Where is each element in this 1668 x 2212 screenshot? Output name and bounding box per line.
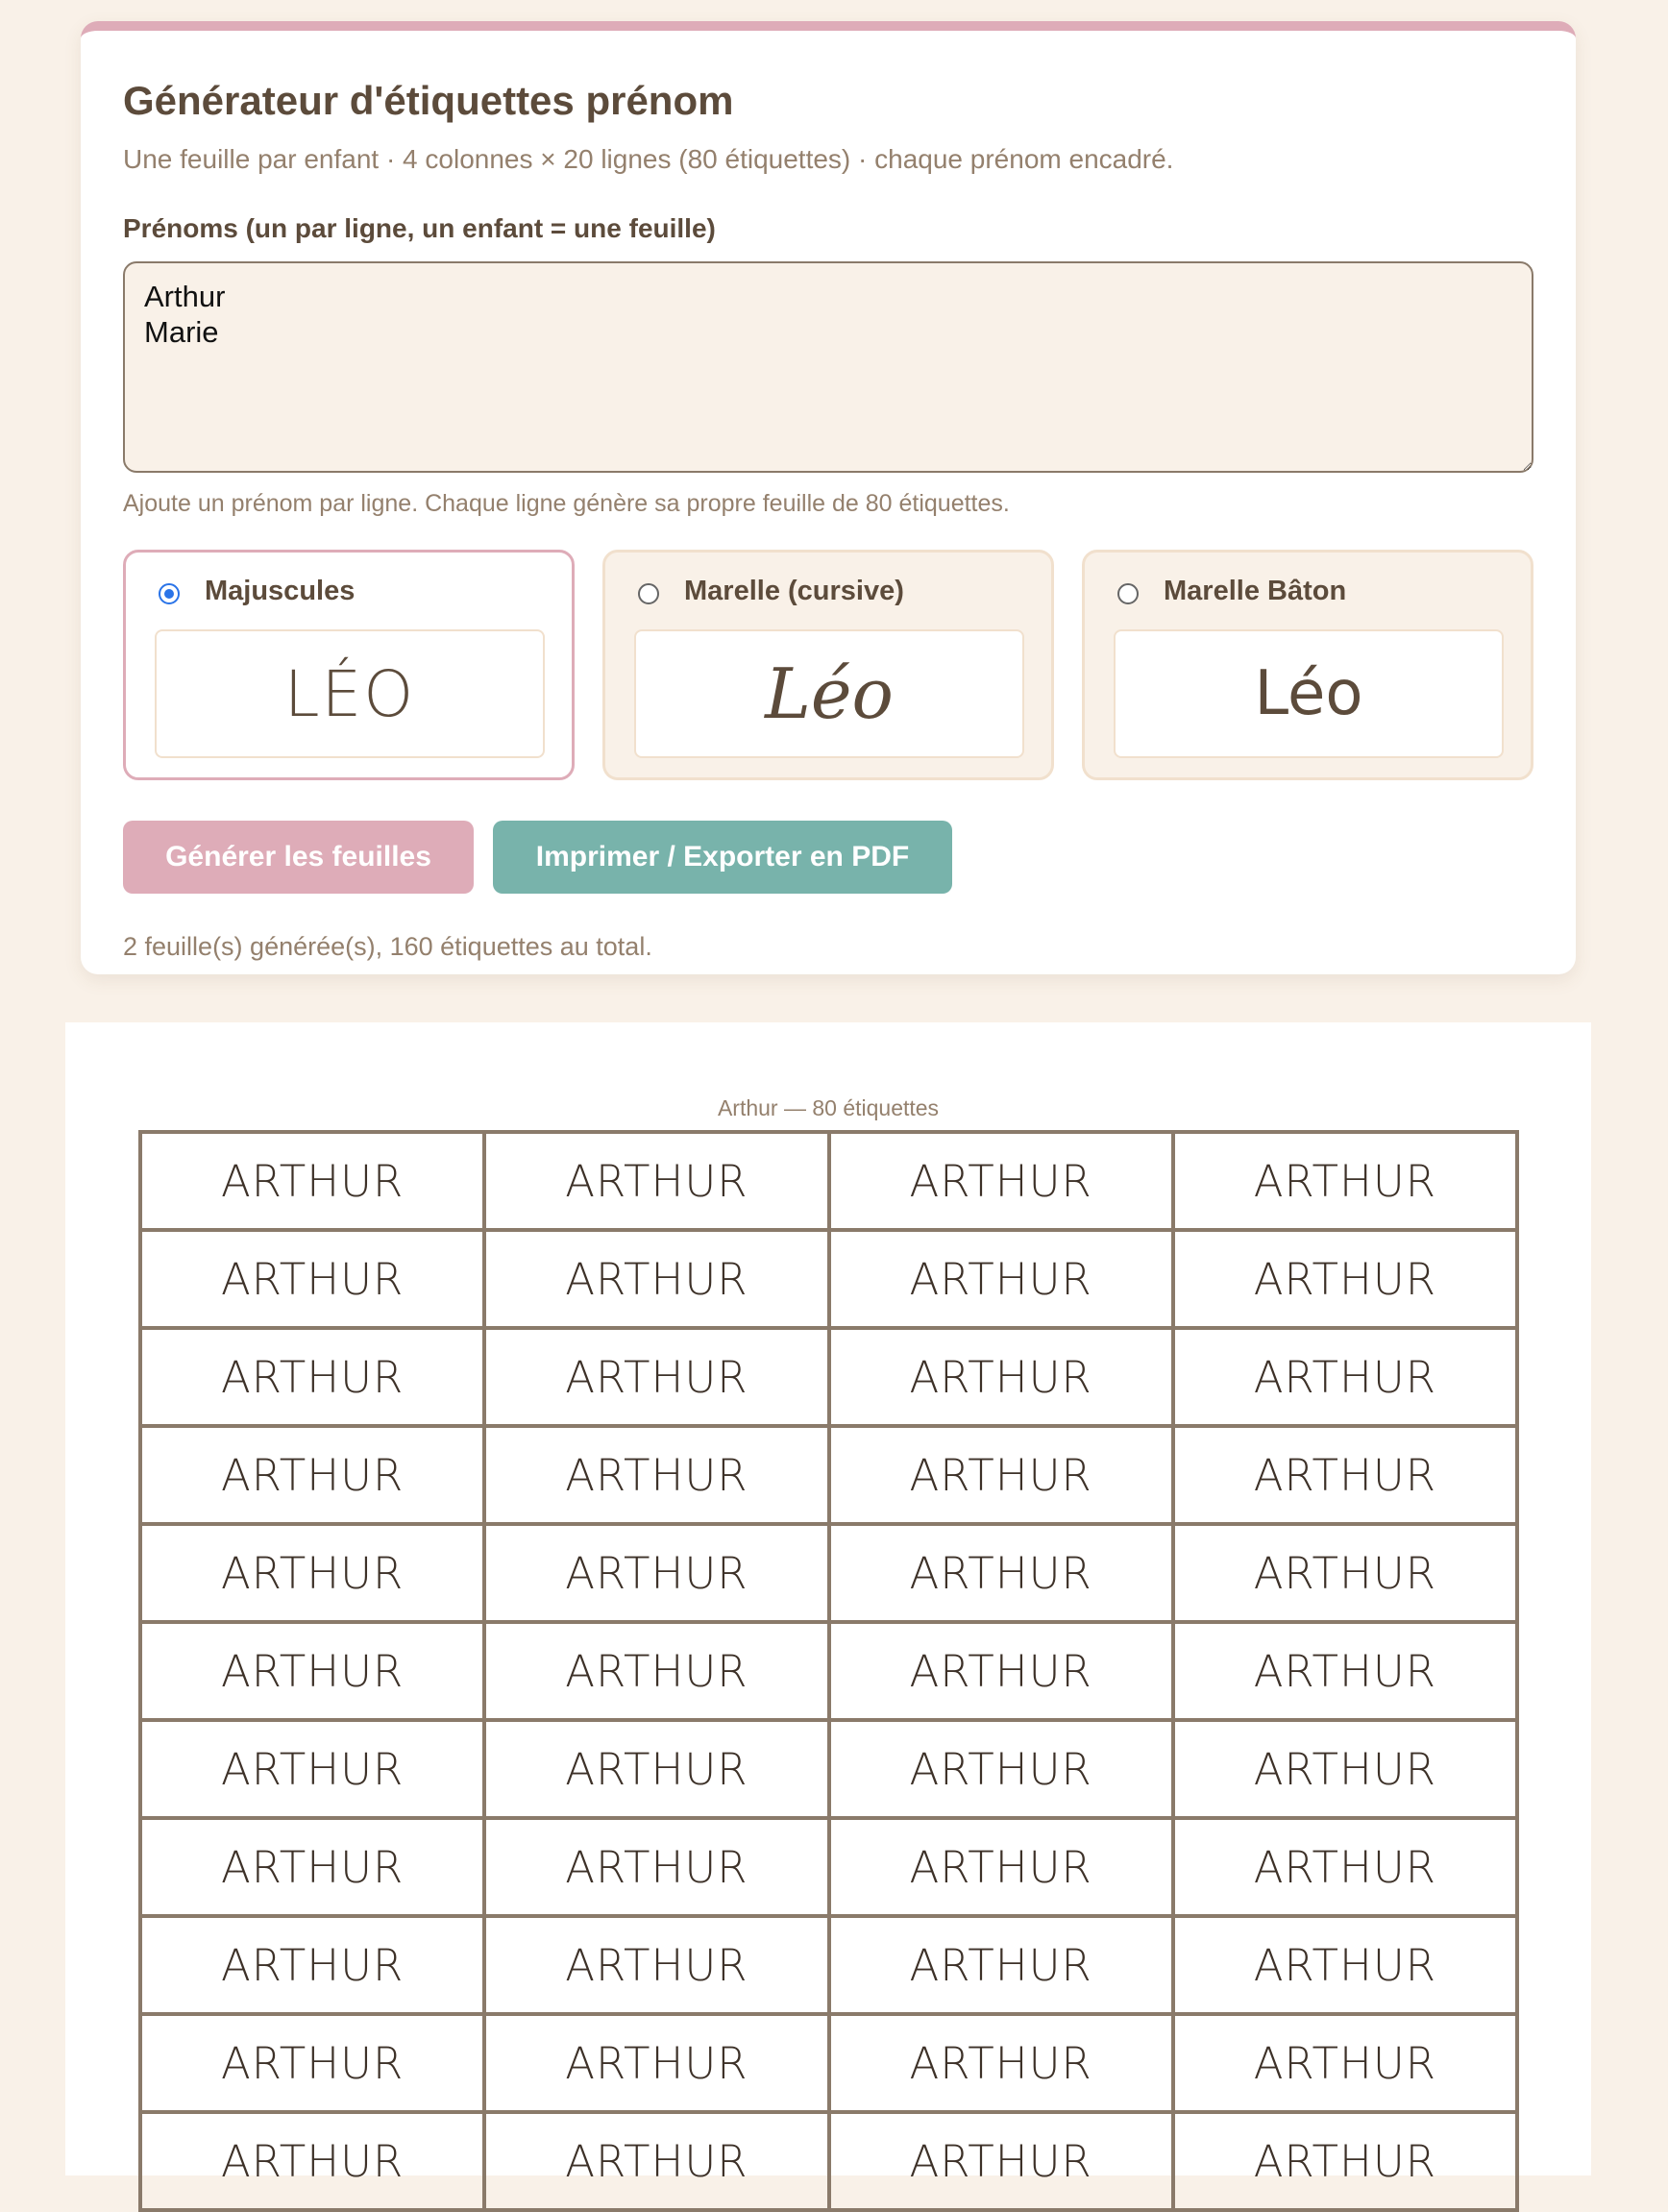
- names-hint: Ajoute un prénom par ligne. Chaque ligne génère sa propre feuille de 80 étiquettes.: [123, 490, 1010, 517]
- name-label: ARTHUR: [831, 1134, 1175, 1232]
- name-label: ARTHUR: [142, 1330, 486, 1428]
- style-preview-marelle-cursive: Léo: [634, 629, 1024, 758]
- name-label: ARTHUR: [486, 1624, 830, 1722]
- name-label: ARTHUR: [1175, 1232, 1519, 1330]
- generator-card: [81, 21, 1576, 974]
- name-label: ARTHUR: [486, 2016, 830, 2114]
- names-field-label: Prénoms (un par ligne, un enfant = une feuille): [123, 213, 716, 243]
- name-label: ARTHUR: [142, 1918, 486, 2016]
- style-option-marelle-cursive[interactable]: [602, 550, 1054, 780]
- style-preview-marelle-baton: Léo: [1114, 629, 1504, 758]
- style-option-label: Marelle Bâton: [1164, 576, 1347, 606]
- style-preview-majuscules: LÉO: [155, 629, 545, 758]
- style-option-label: Marelle (cursive): [684, 576, 904, 606]
- name-label: ARTHUR: [486, 1232, 830, 1330]
- name-label: ARTHUR: [1175, 1428, 1519, 1526]
- name-label: ARTHUR: [142, 1232, 486, 1330]
- generate-button[interactable]: Générer les feuilles: [123, 821, 474, 894]
- name-label: ARTHUR: [831, 2114, 1175, 2212]
- name-label: ARTHUR: [142, 1624, 486, 1722]
- name-label: ARTHUR: [831, 1232, 1175, 1330]
- name-label: ARTHUR: [1175, 1820, 1519, 1918]
- name-label: ARTHUR: [1175, 2016, 1519, 2114]
- names-input[interactable]: [123, 261, 1533, 473]
- label-sheet: [65, 1022, 1591, 2187]
- name-label: ARTHUR: [486, 1918, 830, 2016]
- name-label: ARTHUR: [831, 1820, 1175, 1918]
- name-label: ARTHUR: [142, 1134, 486, 1232]
- status-text: 2 feuille(s) générée(s), 160 étiquettes au total.: [123, 932, 652, 961]
- name-label: ARTHUR: [142, 1428, 486, 1526]
- name-label: ARTHUR: [831, 1918, 1175, 2016]
- print-export-pdf-button[interactable]: Imprimer / Exporter en PDF: [493, 821, 952, 894]
- name-label: ARTHUR: [142, 1526, 486, 1624]
- name-label: ARTHUR: [831, 1428, 1175, 1526]
- name-label: ARTHUR: [1175, 1330, 1519, 1428]
- sheet-caption: Arthur — 80 étiquettes: [717, 1095, 940, 1120]
- style-option-majuscules[interactable]: [123, 550, 575, 780]
- name-label: ARTHUR: [486, 1134, 830, 1232]
- labels-grid: [138, 1130, 1519, 2212]
- radio-marelle-baton[interactable]: [1117, 583, 1139, 604]
- name-label: ARTHUR: [831, 1624, 1175, 1722]
- name-label: ARTHUR: [831, 2016, 1175, 2114]
- name-label: ARTHUR: [142, 1820, 486, 1918]
- radio-majuscules[interactable]: [159, 583, 180, 604]
- page-title: Générateur d'étiquettes prénom: [123, 78, 734, 123]
- name-label: ARTHUR: [831, 1722, 1175, 1820]
- name-label: ARTHUR: [1175, 2114, 1519, 2212]
- style-option-marelle-baton[interactable]: [1082, 550, 1533, 780]
- name-label: ARTHUR: [486, 1330, 830, 1428]
- radio-marelle-cursive[interactable]: [638, 583, 659, 604]
- name-label: ARTHUR: [142, 2114, 486, 2212]
- name-label: ARTHUR: [1175, 1918, 1519, 2016]
- name-label: ARTHUR: [831, 1526, 1175, 1624]
- name-label: ARTHUR: [142, 2016, 486, 2114]
- name-label: ARTHUR: [486, 1820, 830, 1918]
- style-option-label: Majuscules: [205, 576, 356, 606]
- page-subtitle: Une feuille par enfant · 4 colonnes × 20 lignes (80 étiquettes) · chaque prénom encadré.: [123, 144, 1174, 174]
- name-label: ARTHUR: [1175, 1526, 1519, 1624]
- name-label: ARTHUR: [1175, 1722, 1519, 1820]
- name-label: ARTHUR: [1175, 1624, 1519, 1722]
- name-label: ARTHUR: [1175, 1134, 1519, 1232]
- name-label: ARTHUR: [486, 1722, 830, 1820]
- name-label: ARTHUR: [486, 1526, 830, 1624]
- name-label: ARTHUR: [486, 1428, 830, 1526]
- name-label: ARTHUR: [831, 1330, 1175, 1428]
- style-options: [123, 550, 1533, 780]
- name-label: ARTHUR: [142, 1722, 486, 1820]
- name-label: ARTHUR: [486, 2114, 830, 2212]
